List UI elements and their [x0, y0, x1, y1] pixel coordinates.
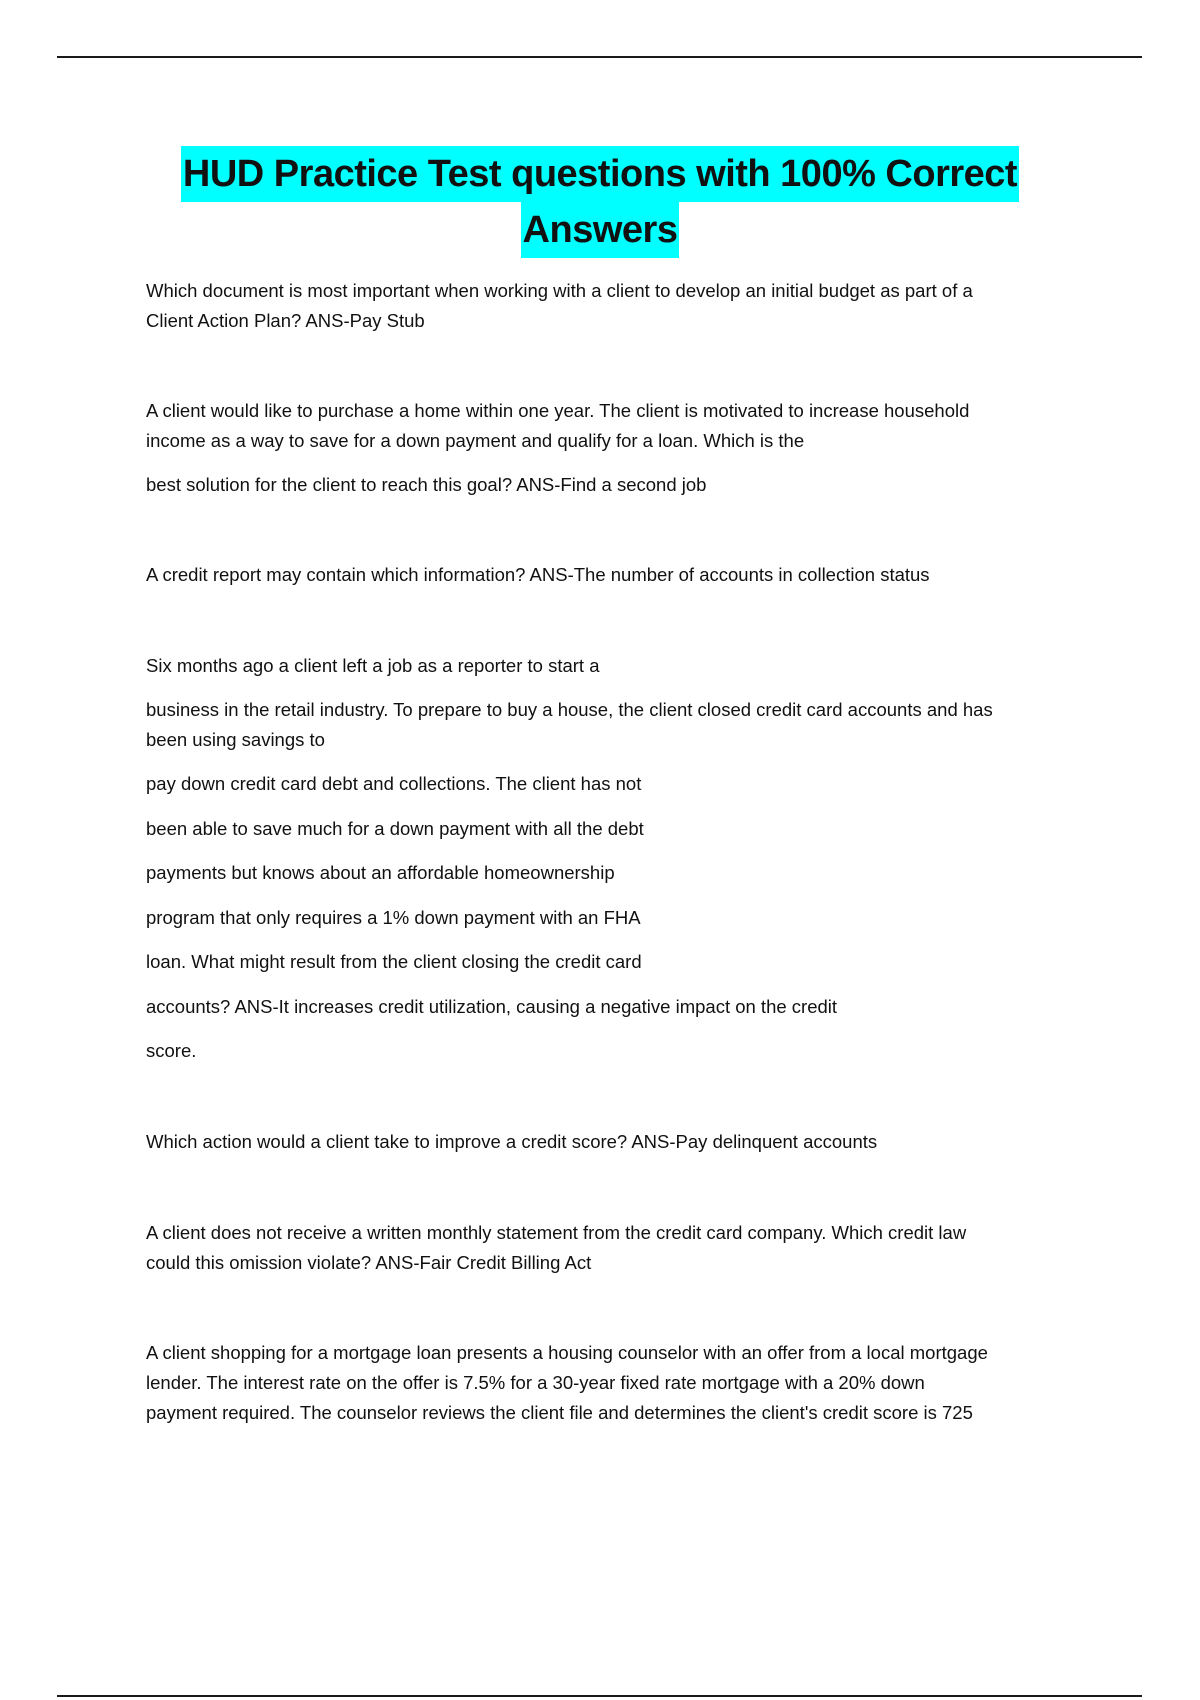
- paragraph-q4-line: [146, 1036, 1086, 1066]
- text-line: A client does not receive a written monthly statement from the credit card company. Which credit law: [146, 1222, 967, 1243]
- paragraph-q4-line: [146, 992, 1086, 1022]
- text-line: been able to save much for a down payment with all the debt: [146, 818, 644, 839]
- bottom-rule: [57, 1695, 1142, 1697]
- text-line: best solution for the client to reach this goal? ANS-Find a second job: [146, 474, 707, 495]
- document-title: [0, 146, 1200, 258]
- text-line: score.: [146, 1040, 197, 1061]
- text-line: income as a way to save for a down payment and qualify for a loan. Which is the: [146, 430, 805, 451]
- document-body: [146, 276, 1086, 1428]
- text-line: loan. What might result from the client closing the credit card: [146, 951, 642, 972]
- text-line: A client shopping for a mortgage loan presents a housing counselor with an offer from a local mortgage: [146, 1342, 988, 1363]
- text-line: Which document is most important when working with a client to develop an initial budget as part of a: [146, 280, 973, 301]
- text-line: Six months ago a client left a job as a reporter to start a: [146, 655, 600, 676]
- paragraph-q4-line: [146, 769, 1086, 799]
- text-line: payments but knows about an affordable homeownership: [146, 862, 615, 883]
- text-line: A credit report may contain which information? ANS-The number of accounts in collection status: [146, 564, 930, 585]
- paragraph-q4-line: [146, 903, 1086, 933]
- paragraph-q5: [146, 1127, 1086, 1157]
- paragraph-q2-answer: [146, 470, 1086, 500]
- paragraph-q3: [146, 560, 1086, 590]
- text-line: pay down credit card debt and collections. The client has not: [146, 773, 642, 794]
- text-line: could this omission violate? ANS-Fair Credit Billing Act: [146, 1252, 592, 1273]
- text-line: A client would like to purchase a home within one year. The client is motivated to increase household: [146, 400, 970, 421]
- paragraph-q6: [146, 1218, 1086, 1278]
- text-line: lender. The interest rate on the offer is 7.5% for a 30-year fixed rate mortgage with a 20% down: [146, 1372, 925, 1393]
- title-line-2: Answers: [521, 202, 680, 258]
- title-line-1: HUD Practice Test questions with 100% Correct: [181, 146, 1019, 202]
- paragraph-q1: [146, 276, 1086, 336]
- text-line: been using savings to: [146, 729, 325, 750]
- text-line: Client Action Plan? ANS-Pay Stub: [146, 310, 425, 331]
- paragraph-q4-line: [146, 858, 1086, 888]
- paragraph-q4-line: [146, 814, 1086, 844]
- paragraph-q4-cont: [146, 695, 1086, 755]
- paragraph-q2: [146, 396, 1086, 456]
- text-line: business in the retail industry. To prepare to buy a house, the client closed credit card accounts and has: [146, 699, 993, 720]
- text-line: accounts? ANS-It increases credit utilization, causing a negative impact on the credit: [146, 996, 838, 1017]
- paragraph-q4-line: [146, 947, 1086, 977]
- text-line: program that only requires a 1% down payment with an FHA: [146, 907, 641, 928]
- text-line: payment required. The counselor reviews the client file and determines the client's credit score is 725: [146, 1402, 973, 1423]
- top-rule: [57, 56, 1142, 58]
- paragraph-q7: [146, 1338, 1086, 1428]
- text-line: Which action would a client take to improve a credit score? ANS-Pay delinquent accounts: [146, 1131, 878, 1152]
- paragraph-q4-start: [146, 651, 1086, 681]
